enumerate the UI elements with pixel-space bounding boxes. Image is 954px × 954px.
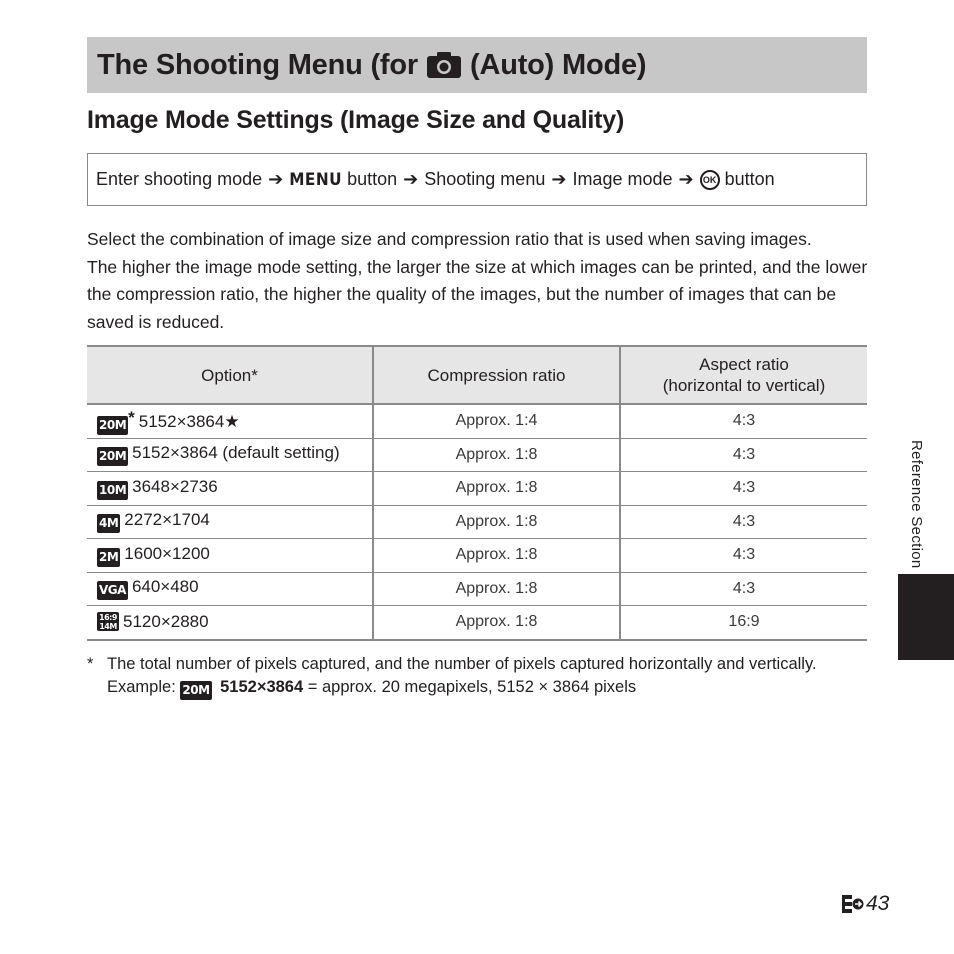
footnote-line-1: The total number of pixels captured, and the number of pixels captured horizontally and vertically. [107,655,817,673]
nav-start: Enter shooting mode [96,169,263,189]
nav-image-mode: Image mode [572,169,673,189]
option-label: 5152×3864 (default setting) [132,443,340,463]
table-row [87,606,867,640]
option-cell [87,505,373,539]
aspect-cell: 4:3 [620,572,867,606]
reference-e-icon [842,895,864,913]
image-mode-20m-icon: 20M [97,447,128,466]
image-mode-20m-icon: 20M [180,681,211,700]
page-number-value: 43 [866,892,890,915]
header-compression: Compression ratio [373,346,620,404]
arrow-icon: ➔ [678,169,694,189]
option-label: 2272×1704 [124,510,210,530]
example-bold: 5152×3864 [220,678,304,696]
option-cell [87,438,373,472]
table-row [87,404,867,438]
table-header-row [87,346,867,404]
option-label: 3648×2736 [132,476,218,496]
compression-cell: Approx. 1:8 [373,505,620,539]
page-title [97,49,646,82]
image-mode-10m-icon: 10M [97,481,128,500]
paragraph-1: Select the combination of image size and compression ratio that is used when saving images. [87,229,812,249]
arrow-icon: ➔ [403,169,419,189]
aspect-cell: 4:3 [620,505,867,539]
title-bar [87,37,867,93]
table-row [87,572,867,606]
arrow-icon: ➔ [551,169,567,189]
footnote-text [107,653,877,700]
table-row [87,539,867,573]
image-mode-vga-icon: VGA [97,581,128,600]
arrow-icon: ➔ [268,169,284,189]
option-cell [87,472,373,506]
nav-ok-button: button [724,169,775,189]
image-mode-table [87,345,867,641]
image-mode-20m-icon: 20M [97,416,128,435]
example-rest: = approx. 20 megapixels, 5152 × 3864 pixels [307,678,637,696]
compression-cell: Approx. 1:4 [373,404,620,438]
header-option: Option* [87,346,373,404]
aspect-cell: 4:3 [620,539,867,573]
body-text [87,226,877,336]
ok-button-icon: OK [700,170,720,190]
footnote [87,653,877,700]
navigation-path [87,153,867,206]
compression-cell: Approx. 1:8 [373,572,620,606]
compression-cell: Approx. 1:8 [373,472,620,506]
menu-button-icon: MENU [289,169,343,190]
page-number [842,892,889,916]
option-label: 640×480 [131,577,199,597]
option-cell [87,539,373,573]
compression-cell: Approx. 1:8 [373,606,620,640]
aspect-cell: 4:3 [620,438,867,472]
paragraph-2: The higher the image mode setting, the larger the size at which images can be printed, and the lower the compression ratio, the higher the quality of the images, but the number of images that can be saved is reduced. [87,256,868,332]
image-mode-2m-icon: 2M [97,548,120,567]
header-aspect [620,346,867,404]
option-label: 5152×3864★ [138,411,240,431]
image-mode-4m-icon: 4M [97,514,120,533]
nav-menu-button: button [347,169,398,189]
side-section-tab [898,574,954,660]
table-row [87,505,867,539]
nav-shooting-menu: Shooting menu [424,169,546,189]
option-label: 5120×2880 [123,612,209,632]
icon-star-marker: * [128,407,135,427]
header-aspect-line1: Aspect ratio [699,355,789,374]
camera-icon [426,51,462,79]
option-cell [87,404,373,438]
title-suffix: (Auto) Mode) [470,48,647,81]
option-cell [87,606,373,640]
header-aspect-line2: (horizontal to vertical) [662,376,826,395]
section-subtitle: Image Mode Settings (Image Size and Quality) [87,106,625,134]
footnote-example [107,676,877,700]
table-row [87,472,867,506]
compression-cell: Approx. 1:8 [373,438,620,472]
aspect-cell: 4:3 [620,472,867,506]
image-mode-16-9-icon: 16:9 14M [97,612,119,631]
side-section-label: Reference Section [908,440,925,569]
example-label: Example: [107,678,176,696]
table-row [87,438,867,472]
option-cell [87,572,373,606]
compression-cell: Approx. 1:8 [373,539,620,573]
footnote-marker: * [87,655,94,673]
aspect-cell: 4:3 [620,404,867,438]
aspect-cell: 16:9 [620,606,867,640]
title-prefix: The Shooting Menu (for [97,48,418,81]
option-label: 1600×1200 [124,543,210,563]
